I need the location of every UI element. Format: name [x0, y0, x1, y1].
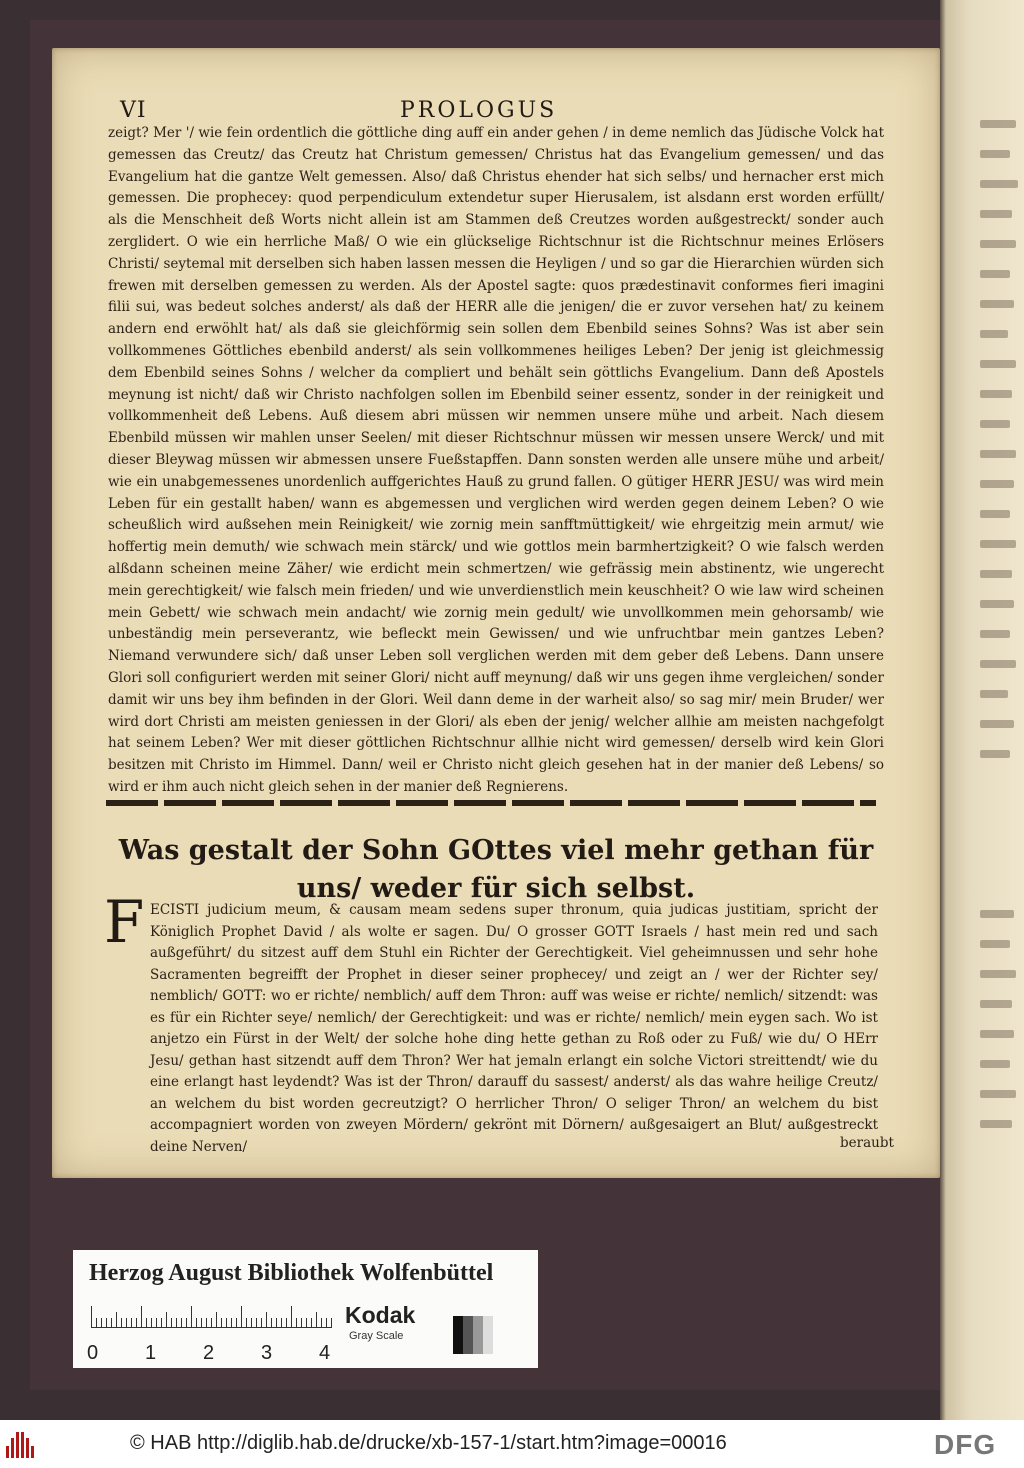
- ruler-tick: [211, 1318, 212, 1328]
- ruler-tick: [221, 1318, 222, 1328]
- ruler-tick: [331, 1318, 332, 1328]
- ruler-tick: [156, 1318, 157, 1328]
- ruler-tick: [116, 1312, 117, 1328]
- gray-swatch-black: [453, 1316, 463, 1354]
- ruler-tick: [281, 1318, 282, 1328]
- catchword: beraubt: [840, 1135, 894, 1151]
- ruler-tick: [251, 1318, 252, 1328]
- ruler-tick: [161, 1318, 162, 1328]
- ruler-tick: [311, 1318, 312, 1328]
- ruler-tick: [136, 1318, 137, 1328]
- gray-swatch-mid: [473, 1316, 483, 1354]
- ruler-tick: [286, 1318, 287, 1328]
- scale-number: 1: [145, 1342, 157, 1364]
- ruler-tick: [276, 1318, 277, 1328]
- ruler-tick: [301, 1318, 302, 1328]
- ruler-tick: [231, 1318, 232, 1328]
- drop-capital: F: [104, 888, 145, 956]
- citation-link[interactable]: © HAB http://diglib.hab.de/drucke/xb-157-1/start.htm?image=00016: [130, 1432, 727, 1454]
- ruler-tick: [141, 1306, 142, 1328]
- ruler-tick: [111, 1318, 112, 1328]
- gray-scale-label: Gray Scale: [349, 1330, 404, 1342]
- ruler-tick: [261, 1318, 262, 1328]
- ruler-tick: [316, 1312, 317, 1328]
- ruler-tick: [226, 1318, 227, 1328]
- ruler-tick: [91, 1306, 92, 1328]
- ruler-tick: [246, 1318, 247, 1328]
- footer-bar: [0, 1420, 1024, 1468]
- hab-logo-icon: [6, 1430, 38, 1458]
- page-number: VI: [120, 98, 147, 123]
- ruler-tick: [266, 1312, 267, 1328]
- ruler-tick: [166, 1312, 167, 1328]
- ruler-tick: [271, 1318, 272, 1328]
- section-body: Viel geheimnussen und sehr hohe Sacramenten begreifft der Prophet in dieser seiner prophecey/ und zeigt an / wer der Richter sey/ nemblich/ GOTT: wo er richte/ nemblich/ auff dem Thron: auff was weise er richte/ nemlich/ sitzendt: was es für ein Richter seye/ nemlich/ der Gerechtigkeit: und was er richte/ nemlich/ mein eygen sach. Wo ist anjetzo ein Fürst in der Welt/ der solche hohe ding hette gethan zu Roß oder zu Fuß/ wie du/ O HErr Jesu/ gethan hast sitzendt auff dem Thron? Wer hat jemaln erlangt ein solche Victori streittendt/ wie du eine erlangt hast leydendt? Was ist der Thron/ darauff du sassest/ anderst/ als das wahre heilige Creutz/ an welchem du bist worden gecreutzigt? O herrlicher Thron/ O seliger Thron/ an welchem du bist accompagniert worden von zweyen Mördern/ gekrönt mit Dörnern/ außgesaigert an Blut/ außgestreckt deine Nerven/: [150, 945, 878, 1155]
- ruler-tick: [171, 1318, 172, 1328]
- ruler-tick: [196, 1318, 197, 1328]
- section-divider: [106, 800, 876, 806]
- ruler-tick: [326, 1318, 327, 1328]
- gray-swatch-dark: [463, 1316, 473, 1354]
- ruler-tick: [96, 1318, 97, 1328]
- ruler-tick: [126, 1318, 127, 1328]
- color-reference-card: [73, 1250, 538, 1368]
- ruler-tick: [106, 1318, 107, 1328]
- scale-numbers: [85, 1342, 345, 1364]
- scale-number: 3: [261, 1342, 273, 1364]
- ruler-tick: [191, 1306, 192, 1328]
- section-text-block: [150, 900, 878, 1158]
- ruler-tick: [236, 1318, 237, 1328]
- ruler-tick: [296, 1318, 297, 1328]
- running-title: PROLOGUS: [400, 98, 558, 123]
- ruler-tick: [291, 1306, 292, 1328]
- dfg-logo: DFG: [934, 1429, 997, 1460]
- paragraph: zeigt? Mer '/ wie fein ordentlich die göttliche ding auff ein ander gehen / in deme nemlich das Jüdische Volck hat gemessen das Creutz/ das Creutz hat Christum gemessen/ Christus hat das Evangelium gemessen/ und das Evangelium hat die gantze Welt gemessen. Also/ daß Christus ehender hat sich selbs/ und hernacher erst mich gemessen. Die prophecey: quod perpendiculum extendetur super Hierusalem, ist alsdann erst worden erfüllt/ als die Menschheit deß Worts nicht allein ist am Stammen deß Creutzes worden außgestreckt/ sonder auch zerglidert. O wie ein herrliche Maß/ O wie ein glückselige Richtschnur ist die Richtschnur meines Erlösers Christi/ seytemal mit derselben sich haben lassen messen die Heyligen / und so gar die Hierarchien würden sich frewen mit derselben gemessen zu werden. Als der Apostel sagte: quos prædestinavit conformes fieri imagini filii sui, was bedeut solches anderst/ als daß der HERR alle die jenigen/ die er zuvor versehen hat/ zu keinem andern end erwöhlt hat/ als daß sie gleichförmig sein sollen dem Ebenbild seines Sohns? Was ist aber sein vollkommenes Göttliches ebenbild anderst/ als sein vollkommenes heiliges Leben? Der jenig ist gleichmessig dem Ebenbild seines Sohns / welcher da compliert und behält sein göttlichs Evangelium. Dann deß Apostels meynung ist nicht/ daß wir Christo nachfolgen sollen im Ebenbild seiner essentz, sonder in der reinigkeit und vollkommenheit deß Lebens. Auß diesem abri müssen wir nemmen unsere mühe und arbeit. Nach diesem Ebenbild müssen wir mahlen unser Seelen/ mit dieser Richtschnur müssen wir messen unsere Werck/ und mit dieser Bleywag müssen wir abmessen unsere Fueßstapffen. Dann sonsten werden alle unsere mühe und arbeit/ wie ein unabgemessenes unordenlich auffgerichtes Hauß zu grund fallen. O gütiger HERR JESU/ was wird mein Leben für ein gestallt haben/ wann es abgemessen und verglichen wird werden gegen deinem Leben? O wie scheußlich wird außsehen mein Reinigkeit/ wie zornig mein sanfftmüttigkeit/ wie ehrgeitzig mein armut/ wie hoffertig mein demuth/ wie schwach mein stärck/ und wie gottlos mein barmhertzigkeit? O wie falsch werden alßdann scheinen meine Zäher/ wie erdicht mein schmertzen/ wie gefrässig mein abstinentz, wie ungerecht mein gerechtigkeit/ wie falsch mein frieden/ und wie unverdienstlich mein keuschheit? O wie law wird scheinen mein Gebett/ wie schwach mein andacht/ wie zornig mein gedult/ wie unvollkommen mein gehorsamb/ wie unbeständig mein perseverantz, wie befleckt mein Gewissen/ und wie unfruchtbar mein gantzes Leben? Niemand verwundere sich/ daß unser Leben soll verglichen werden mit dem geber deß Lebens. Dann unsere Glori soll configuriert werden mit seiner Glori/ nicht auff meynung/ daß wir uns gegen ihme vergleichen/ sonder damit wir uns bey ihm befinden in der Glori. Weil dann deme in der warheit also/ so sag mir/ mein Bruder/ wer wird dort Christi am meisten geniessen in der Glori/ als eben der jenig/ welcher allhie am meisten nachgefolgt hat seinem Leben? Wer mit dieser göttlichen Richtschnur allhie nicht wird gemessen/ derselb wird kein Glori besitzen mit Christo im Himmel. Dann/ weil er Christo nicht gleich gesehen hat in der manier deß Lebens/ so wird er ihm auch nicht gleich sehen in der manier deß Regnierens.: [108, 125, 884, 795]
- section-heading: Was gestalt der Sohn GOttes viel mehr gethan für uns/ weder für sich selbst.: [118, 835, 874, 904]
- ruler-tick: [216, 1312, 217, 1328]
- main-text-block: [108, 123, 884, 799]
- scale-number: 2: [203, 1342, 215, 1364]
- scale-number: 0: [87, 1342, 99, 1364]
- ruler-tick: [206, 1318, 207, 1328]
- ruler-tick: [256, 1318, 257, 1328]
- ruler-tick: [306, 1318, 307, 1328]
- ruler-tick: [186, 1318, 187, 1328]
- ruler-tick: [321, 1318, 322, 1328]
- ruler-tick: [151, 1318, 152, 1328]
- ruler-tick: [131, 1318, 132, 1328]
- kodak-brand: Kodak: [345, 1302, 416, 1328]
- ruler-tick: [181, 1318, 182, 1328]
- ruler-tick: [101, 1318, 102, 1328]
- ruler-tick: [201, 1318, 202, 1328]
- section-intro: ECISTI judicium meum, & causam meam sedens super thronum, quia judicas justitiam, spricht der Königlich Prophet David / als wolte er sagen. Du/ O grosser GOTT Israels / hast mein red und sach außgeführt/ du sitzest auff dem Stuhl ein Richter der Gerechtigkeit.: [150, 902, 878, 961]
- ruler-tick: [146, 1318, 147, 1328]
- scale-ruler: [91, 1302, 331, 1328]
- ruler-tick: [241, 1306, 242, 1328]
- adjacent-page-edge: [940, 0, 1024, 1420]
- ruler-tick: [176, 1318, 177, 1328]
- scale-number: 4: [319, 1342, 331, 1364]
- institution-name: Herzog August Bibliothek Wolfenbüttel: [89, 1260, 494, 1286]
- gray-swatch-light: [483, 1316, 493, 1354]
- ruler-tick: [121, 1318, 122, 1328]
